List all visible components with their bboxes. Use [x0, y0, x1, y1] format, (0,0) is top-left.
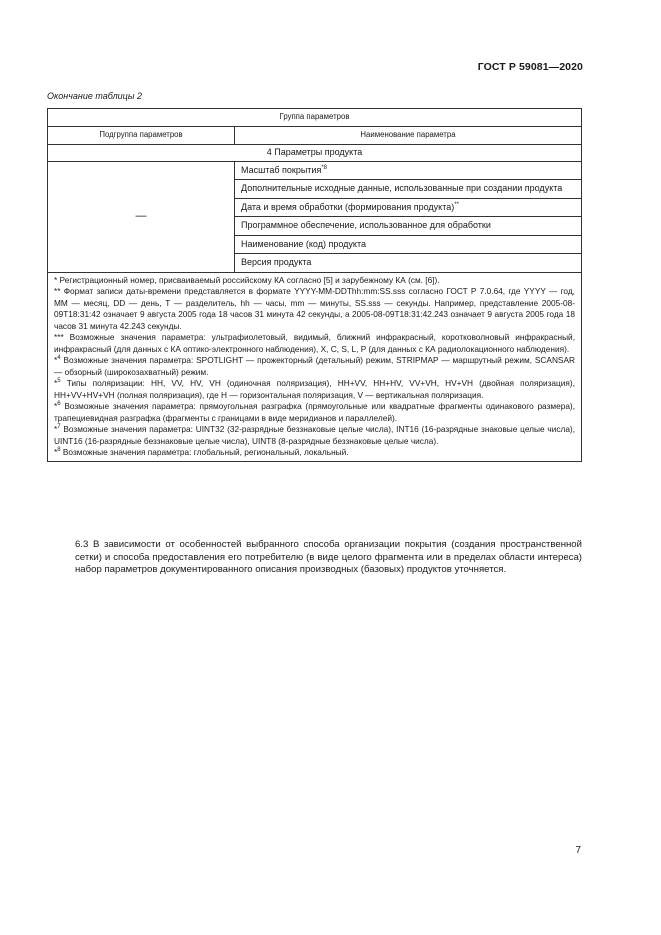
- footnote: *$^4$ Возможные значения параметра: SPOTLIGHT — прожекторный (детальный) режим, STRIPMAP — маршрутный режим, SCANSAR — обзорный (широкозахватный) режим.: [54, 355, 575, 377]
- document-standard-header: ГОСТ Р 59081—2020: [477, 61, 583, 73]
- notes-row: [48, 272, 582, 461]
- parameter-name-cell: Дополнительные исходные данные, использованные при создании продукта: [235, 180, 582, 199]
- table-caption: Окончание таблицы 2: [47, 91, 142, 101]
- column-header-row: [48, 127, 582, 145]
- footnote: *$^8$ Возможные значения параметра: глобальный, региональный, локальный.: [54, 447, 349, 457]
- footnote: *$^5$ Типы поляризации: HH, VV, HV, VH (одиночная поляризация), HH+VV, HH+HV, VV+VH, HV+VH (двойная поляризация), HH+VV+HV+VH (полная поляризация), где H — горизонтальная поляризация, V — вертикальная поляризация.: [54, 378, 575, 400]
- footnote: *$^6$ Возможные значения параметра: прямоугольная разграфка (прямоугольные или квадратные фрагменты одинакового размера), трапециевидная разграфка (фрагменты с границами в виде меридианов и параллелей).: [54, 401, 575, 423]
- subgroup-cell: —: [48, 161, 235, 272]
- group-header-cell: Группа параметров: [48, 109, 582, 127]
- parameters-table: [47, 108, 582, 462]
- column-header-subgroup: Подгруппа параметров: [48, 127, 235, 145]
- table-row: [48, 161, 582, 180]
- parameter-name-cell: Версия продукта: [235, 254, 582, 273]
- footnote: * Регистрационный номер, присваиваемый российскому КА согласно [5] и зарубежному КА (см. [6]).: [54, 274, 440, 285]
- parameter-name-cell: Наименование (код) продукта: [235, 235, 582, 254]
- parameter-name-cell: Дата и время обработки (формирования продукта)**: [235, 198, 582, 217]
- table-notes: [48, 272, 582, 461]
- parameter-name-cell: Программное обеспечение, использованное для обработки: [235, 217, 582, 236]
- group-header-row: [48, 109, 582, 127]
- footnote: ** Формат записи даты-времени представляется в формате YYYY-MM-DDThh:mm:SS.sss согласно ГОСТ Р 7.0.64, где YYYY — год, MM — месяц, DD — день, T — разделитель, hh — часы, mm — минуты, SS.sss — секунды. Например, представление 2005-08-09T18:31:42 означает 9 августа 2005 года 18 часов 31 минута 42 секунды, а 2005-08-09T18:31:42.243 означает 9 августа 2005 года 18 часов 31 минута 42.243 секунды.: [54, 286, 575, 331]
- footnote: *** Возможные значения параметра: ультрафиолетовый, видимый, ближний инфракрасный, коротковолновый инфракрасный, инфракрасный (для данных с КА оптико-электронного наблюдения), X, C, S, L, P (для данных с КА радиолокационного наблюдения).: [54, 332, 575, 354]
- section-row: [48, 145, 582, 162]
- page-number: 7: [575, 845, 581, 856]
- parameter-name-cell: Масштаб покрытия$^{*8}$: [235, 161, 582, 180]
- column-header-name: Наименование параметра: [235, 127, 582, 145]
- body-paragraph: 6.3 В зависимости от особенностей выбранного способа организации покрытия (создания пространственной сетки) и способа предоставления его потребителю (в виде целого фрагмента или в пределах области интереса) набор параметров документированного описания производных (базовых) продуктов уточняется.: [75, 539, 582, 576]
- section-title: 4 Параметры продукта: [48, 145, 582, 162]
- footnote: *$^7$ Возможные значения параметра: UINT32 (32-разрядные беззнаковые целые числа), INT16 (16-разрядные знаковые целые числа), UINT16 (16-разрядные беззнаковые целые числа), UINT8 (8-разрядные беззнаковые целые числа).: [54, 424, 575, 446]
